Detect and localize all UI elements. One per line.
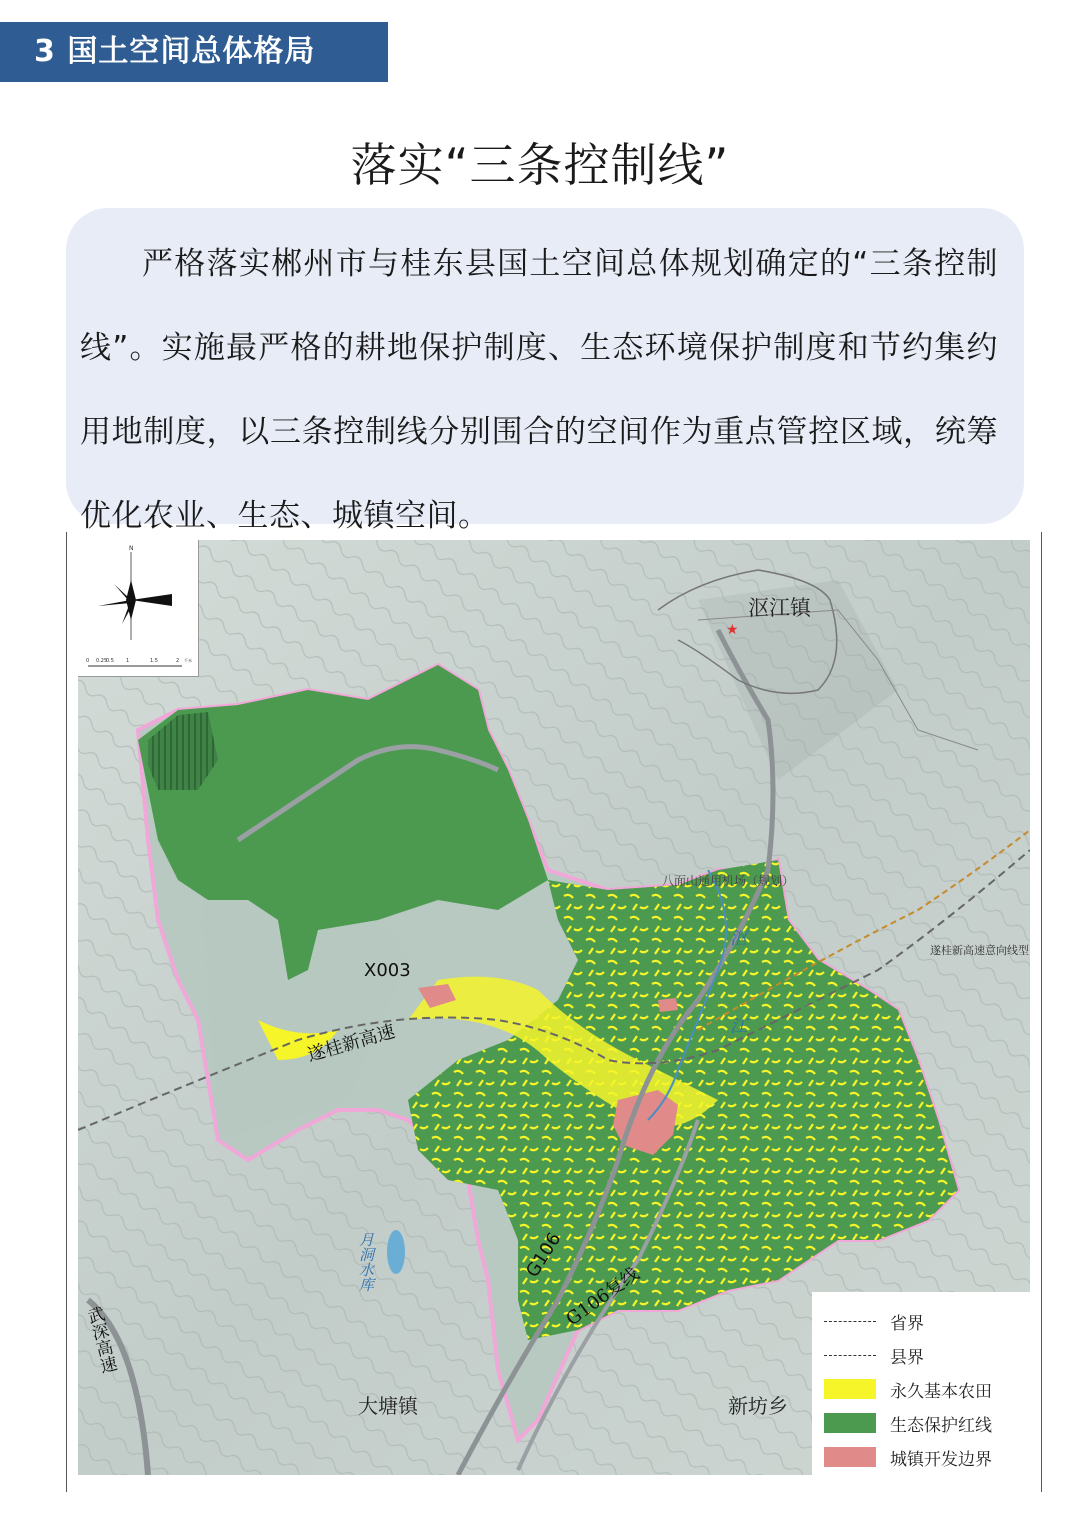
legend-label-farmland: 永久基本农田 xyxy=(890,1381,992,1402)
legend-item-county xyxy=(824,1338,1020,1372)
legend-label-province: 省界 xyxy=(890,1313,924,1334)
legend-label-eco: 生态保护红线 xyxy=(890,1415,992,1436)
legend-item-province xyxy=(824,1304,1020,1338)
section-tag: 3 国土空间总体格局 xyxy=(0,22,388,82)
label-x003: X003 xyxy=(364,960,411,981)
scale-tick-4: 1.5 xyxy=(150,658,158,664)
legend-symbol-province xyxy=(824,1321,876,1322)
label-expressway-west: 武深高速 xyxy=(82,1304,118,1376)
town-star-icon: ★ xyxy=(726,622,739,638)
legend-symbol-county xyxy=(824,1355,876,1356)
label-town-sw: 大塘镇 xyxy=(358,1394,418,1418)
urban-boundary-north xyxy=(658,998,678,1012)
label-g106-alt: G106复线 xyxy=(562,1263,644,1331)
legend-item-eco xyxy=(824,1406,1020,1440)
label-g106: G106 xyxy=(522,1229,566,1282)
label-airport: 八面山通用机场（规划） xyxy=(662,874,795,888)
label-expressway-proposal: 遂桂新高速意向线型 xyxy=(930,944,1029,957)
compass-icon xyxy=(78,540,198,676)
map-legend xyxy=(812,1292,1030,1475)
intro-text: 严格落实郴州市与桂东县国土空间总体规划确定的“三条控制线”。实施最严格的耕地保护制度、生态环境保护制度和节约集约用地制度，以三条控制线分别围合的空间作为重点管控区域，统筹优化农业、生态、城镇空间。 xyxy=(80,246,998,534)
label-river-2: 江 xyxy=(730,1017,747,1037)
reservoir xyxy=(387,1230,405,1274)
scale-tick-1: 0.25 xyxy=(96,658,108,664)
label-expressway: 遂桂新高速 xyxy=(305,1021,398,1067)
legend-swatch-farmland xyxy=(824,1379,876,1399)
legend-item-urban xyxy=(824,1440,1020,1474)
compass-north: N xyxy=(129,545,134,552)
label-reservoir: 月洞水库 xyxy=(357,1232,375,1292)
label-river-1: 沤 xyxy=(730,929,747,949)
scale-tick-5: 2 xyxy=(176,658,180,664)
label-town-se: 新坊乡 xyxy=(728,1394,788,1418)
legend-swatch-urban xyxy=(824,1447,876,1467)
scale-tick-2: 0.5 xyxy=(106,658,114,664)
scale-unit: 千米 xyxy=(184,658,192,663)
intro-box xyxy=(66,208,1024,534)
page-title: 落实“三条控制线” xyxy=(350,137,730,192)
legend-label-county: 县界 xyxy=(890,1347,924,1368)
scale-tick-0: 0 xyxy=(86,658,90,664)
scale-tick-3: 1 xyxy=(126,658,130,664)
compass-scale-box xyxy=(78,540,199,677)
legend-label-urban: 城镇开发边界 xyxy=(890,1449,992,1470)
label-town-ne: 沤江镇 xyxy=(748,596,811,620)
legend-swatch-eco xyxy=(824,1413,876,1433)
legend-item-farmland xyxy=(824,1372,1020,1406)
